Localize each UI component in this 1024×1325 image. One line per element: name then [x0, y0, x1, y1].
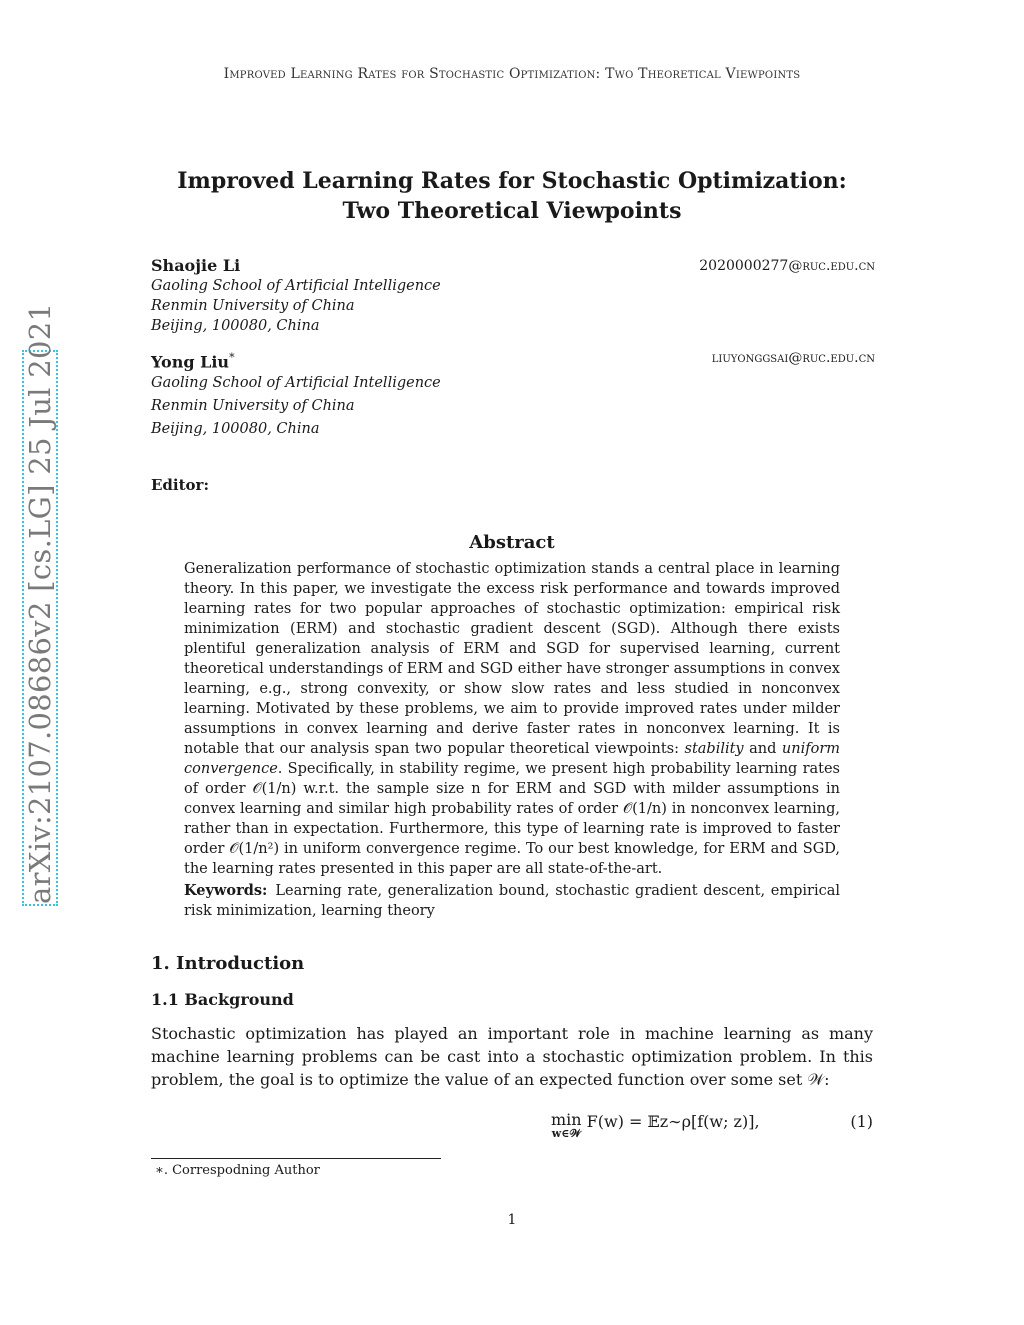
author-email[interactable]: liuyonggsai@ruc.edu.cn: [711, 350, 875, 366]
abstract-body: [184, 559, 840, 879]
abstract-text: and: [743, 741, 782, 757]
equation-number: (1): [850, 1112, 873, 1131]
keywords: [184, 881, 840, 921]
abstract-text: . Specifically, in stability regime, we present high probability learning rates of order 𝒪(1/n) w.r.t. the sample size n for ERM and SGD with milder assumptions in convex learning and similar high probability rates of order 𝒪(1/n) in nonconvex learning, rather than in expectation. Furthermore, this type of learning rate is improved to faster order 𝒪(1/n²) in uniform convergence regime. To our best knowledge, for ERM and SGD, the learning rates presented in this paper are all state-of-the-art.: [184, 761, 840, 877]
author-affiliation-line: Beijing, 100080, China: [151, 421, 320, 438]
keywords-label: Keywords:: [184, 882, 268, 899]
equation-min: min: [551, 1110, 582, 1129]
editor-label: Editor:: [151, 476, 209, 494]
paper-title: Improved Learning Rates for Stochastic Optimization: Two Theoretical Viewpoints: [177, 168, 847, 224]
abstract-emphasis: uniform convergence: [184, 741, 840, 777]
equation-1: [151, 1110, 873, 1150]
author-email[interactable]: 2020000277@ruc.edu.cn: [699, 258, 875, 274]
author-name-text: Yong Liu: [151, 352, 230, 372]
equation-expression: F(w) = 𝔼z∼ρ[f(w; z)],: [581, 1112, 760, 1131]
author-affiliation-line: Gaoling School of Artificial Intelligence: [151, 278, 441, 294]
keywords-text: Learning rate, generalization bound, stochastic gradient descent, empirical risk minimization, learning theory: [184, 883, 840, 919]
abstract-text: Generalization performance of stochastic optimization stands a central place in learning theory. In this paper, we investigate the excess risk performance and towards improved learning rates for two popular approaches of stochastic optimization: empirical risk minimization (ERM) and stochastic gradient descent (SGD). Although there exists plentiful generalization analysis of ERM and SGD for supervised learning, current theoretical understandings of ERM and SGD either have stronger assumptions in convex learning, e.g., strong convexity, or show slow rates and less studied in nonconvex learning. Motivated by these problems, we aim to provide improved rates under milder assumptions in convex learning and derive faster rates in nonconvex learning. It is notable that our analysis span two popular theoretical viewpoints:: [184, 561, 840, 757]
author-affiliation-line: Gaoling School of Artificial Intelligence: [151, 375, 441, 392]
author-affiliation-line: Beijing, 100080, China: [151, 318, 320, 334]
equation-body: [551, 1112, 760, 1140]
subsection-heading: 1.1 Background: [151, 990, 294, 1009]
page-number: 1: [507, 1212, 517, 1228]
arxiv-identifier-stamp[interactable]: arXiv:2107.08686v2 [cs.LG] 25 Jul 2021: [23, 302, 57, 904]
equation-min-operator: [551, 1112, 582, 1140]
author-name: Shaojie Li: [151, 256, 241, 275]
author-block-2: [151, 348, 875, 441]
footnote-divider: [151, 1158, 441, 1159]
corresponding-author-mark: *: [229, 351, 235, 364]
abstract-heading: Abstract: [469, 532, 555, 553]
footnote: ∗. Correspodning Author: [155, 1163, 320, 1178]
running-head: Improved Learning Rates for Stochastic Optimization: Two Theoretical Viewpoints: [223, 66, 801, 82]
body-paragraph: Stochastic optimization has played an important role in machine learning as many machine learning problems can be cast into a stochastic optimization problem. In this problem, the goal is to optimize the value of an expected function over some set 𝒲:: [151, 1024, 873, 1089]
author-block-1: [151, 256, 875, 336]
author-affiliation-line: Renmin University of China: [151, 398, 355, 415]
section-heading: 1. Introduction: [151, 953, 305, 974]
abstract-emphasis: stability: [684, 741, 744, 757]
equation-min-subscript: w∈𝒲: [551, 1127, 581, 1140]
author-affiliation-line: Renmin University of China: [151, 298, 355, 314]
